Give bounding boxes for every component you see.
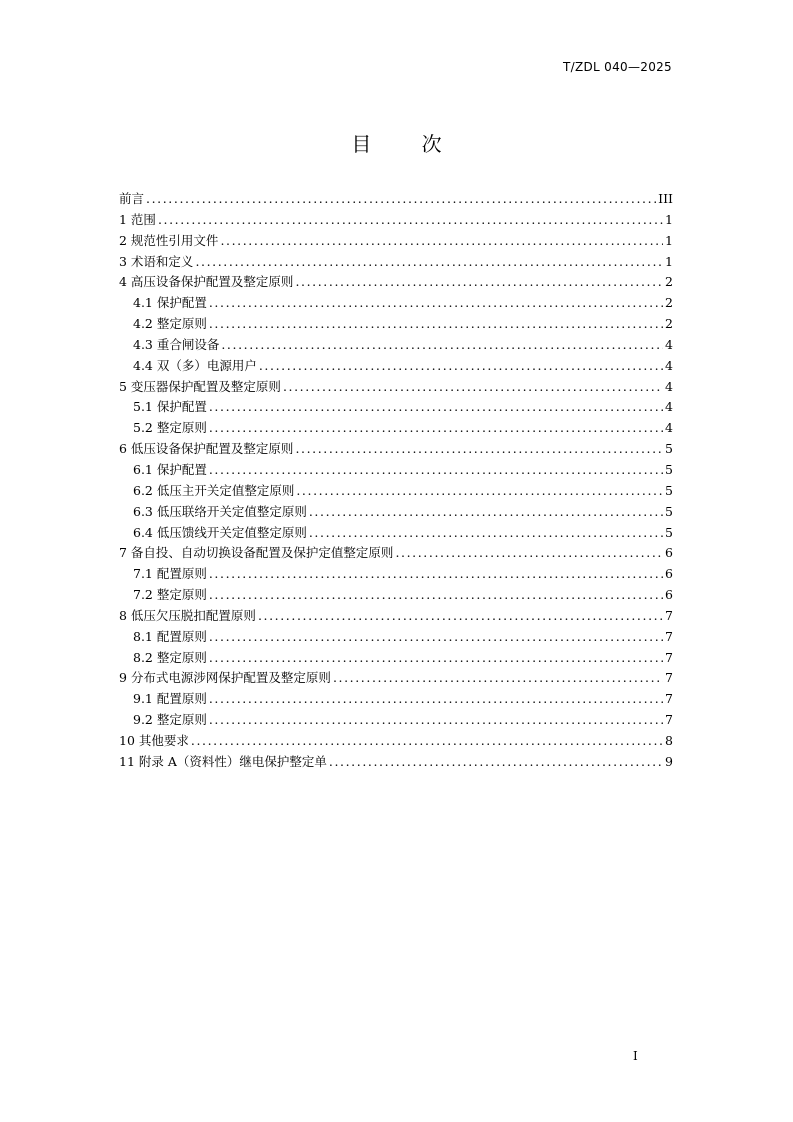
toc-entry-page: 8 bbox=[665, 732, 673, 748]
toc-entry-label: 6.2 低压主开关定值整定原则 bbox=[133, 482, 295, 498]
toc-entry[interactable] bbox=[119, 335, 673, 356]
document-code: T/ZDL 040—2025 bbox=[563, 60, 672, 74]
toc-dot-leader bbox=[296, 481, 663, 502]
toc-entry-page: 5 bbox=[665, 461, 673, 477]
toc-entry[interactable] bbox=[119, 377, 673, 398]
toc-entry-page: 4 bbox=[665, 357, 673, 373]
toc-entry-label: 6.1 保护配置 bbox=[133, 461, 207, 477]
toc-entry-label: 4.1 保护配置 bbox=[133, 295, 207, 311]
toc-entry-label: 5.2 整定原则 bbox=[133, 420, 207, 436]
toc-dot-leader bbox=[209, 460, 663, 481]
toc-entry-label: 4.4 双（多）电源用户 bbox=[133, 357, 257, 373]
toc-dot-leader bbox=[220, 231, 663, 252]
toc-entry[interactable] bbox=[119, 523, 673, 544]
toc-entry-page: 7 bbox=[665, 649, 673, 665]
toc-entry[interactable] bbox=[119, 543, 673, 564]
toc-dot-leader bbox=[195, 252, 663, 273]
toc-entry[interactable] bbox=[119, 481, 673, 502]
toc-entry-label: 9.1 配置原则 bbox=[133, 691, 207, 707]
toc-entry[interactable] bbox=[119, 356, 673, 377]
toc-entry-label: 8.1 配置原则 bbox=[133, 628, 207, 644]
toc-entry[interactable] bbox=[119, 668, 673, 689]
toc-entry-page: 1 bbox=[665, 232, 673, 248]
toc-entry-page: 2 bbox=[665, 316, 673, 332]
toc-entry-label: 4.2 整定原则 bbox=[133, 316, 207, 332]
toc-dot-leader bbox=[295, 272, 663, 293]
toc-entry-page: 4 bbox=[665, 336, 673, 352]
toc-entry-label: 5.1 保护配置 bbox=[133, 399, 207, 415]
toc-entry-label: 6.4 低压馈线开关定值整定原则 bbox=[133, 524, 307, 540]
toc-entry-page: 7 bbox=[665, 607, 673, 623]
toc-dot-leader bbox=[209, 564, 663, 585]
toc-dot-leader bbox=[333, 668, 663, 689]
toc-dot-leader bbox=[309, 523, 663, 544]
toc-entry-page: 5 bbox=[665, 524, 673, 540]
toc-entry[interactable] bbox=[119, 731, 673, 752]
toc-entry-page: 5 bbox=[665, 503, 673, 519]
toc-entry-page: 7 bbox=[665, 712, 673, 728]
toc-entry-label: 9.2 整定原则 bbox=[133, 712, 207, 728]
toc-entry-page: 5 bbox=[665, 482, 673, 498]
toc-entry[interactable] bbox=[119, 585, 673, 606]
toc-entry[interactable] bbox=[119, 252, 673, 273]
toc-entry-label: 5 变压器保护配置及整定原则 bbox=[119, 378, 281, 394]
page-title: 目 次 bbox=[351, 132, 464, 156]
toc-dot-leader bbox=[209, 418, 663, 439]
toc-dot-leader bbox=[158, 210, 663, 231]
toc-entry-page: 7 bbox=[665, 628, 673, 644]
toc-dot-leader bbox=[309, 502, 663, 523]
toc-entry[interactable] bbox=[119, 689, 673, 710]
toc-entry-label: 7.1 配置原则 bbox=[133, 566, 207, 582]
toc-entry-page: 2 bbox=[665, 295, 673, 311]
toc-entry-page: 7 bbox=[665, 691, 673, 707]
toc-dot-leader bbox=[295, 439, 663, 460]
toc-entry-label: 7 备自投、自动切换设备配置及保护定值整定原则 bbox=[119, 545, 394, 561]
toc-dot-leader bbox=[191, 731, 663, 752]
toc-entry-page: 1 bbox=[665, 211, 673, 227]
toc-entry[interactable] bbox=[119, 710, 673, 731]
toc-entry-label: 8.2 整定原则 bbox=[133, 649, 207, 665]
toc-dot-leader bbox=[209, 293, 663, 314]
toc-entry[interactable] bbox=[119, 606, 673, 627]
toc-entry-page: 5 bbox=[665, 441, 673, 457]
toc-entry[interactable] bbox=[119, 564, 673, 585]
toc-entry-label: 11 附录 A（资料性）继电保护整定单 bbox=[119, 753, 327, 769]
toc-entry[interactable] bbox=[119, 502, 673, 523]
toc-entry-label: 10 其他要求 bbox=[119, 732, 189, 748]
toc-entry-label: 1 范围 bbox=[119, 211, 156, 227]
toc-entry[interactable] bbox=[119, 189, 673, 210]
toc-entry[interactable] bbox=[119, 231, 673, 252]
toc-entry[interactable] bbox=[119, 418, 673, 439]
toc-entry[interactable] bbox=[119, 439, 673, 460]
toc-dot-leader bbox=[209, 627, 663, 648]
toc-entry[interactable] bbox=[119, 752, 673, 773]
toc-entry[interactable] bbox=[119, 627, 673, 648]
toc-entry-page: 6 bbox=[665, 545, 673, 561]
toc-entry[interactable] bbox=[119, 397, 673, 418]
toc-entry-label: 2 规范性引用文件 bbox=[119, 232, 219, 248]
toc-entry-page: 4 bbox=[665, 399, 673, 415]
toc-dot-leader bbox=[258, 606, 663, 627]
toc-entry[interactable] bbox=[119, 648, 673, 669]
toc-entry-page: 4 bbox=[665, 420, 673, 436]
page-number: I bbox=[633, 1049, 638, 1063]
toc-entry-page: 6 bbox=[665, 566, 673, 582]
toc-entry-label: 前言 bbox=[119, 191, 145, 206]
toc-entry[interactable] bbox=[119, 272, 673, 293]
toc-dot-leader bbox=[395, 543, 663, 564]
toc-entry-page: 9 bbox=[665, 753, 673, 769]
toc-dot-leader bbox=[209, 710, 663, 731]
toc-dot-leader bbox=[221, 335, 663, 356]
toc-entry[interactable] bbox=[119, 293, 673, 314]
toc-entry-page: 1 bbox=[665, 253, 673, 269]
toc-entry-label: 7.2 整定原则 bbox=[133, 587, 207, 603]
toc-entry-label: 6.3 低压联络开关定值整定原则 bbox=[133, 503, 307, 519]
toc-entry-label: 9 分布式电源涉网保护配置及整定原则 bbox=[119, 670, 331, 686]
toc-dot-leader bbox=[209, 648, 663, 669]
toc-entry-page: 2 bbox=[665, 274, 673, 290]
toc-entry-label: 4 高压设备保护配置及整定原则 bbox=[119, 274, 294, 290]
toc-entry-page: 4 bbox=[665, 378, 673, 394]
toc-dot-leader bbox=[259, 356, 663, 377]
toc-entry[interactable] bbox=[119, 460, 673, 481]
toc-dot-leader bbox=[283, 377, 663, 398]
toc-entry-page: 7 bbox=[665, 670, 673, 686]
toc-dot-leader bbox=[209, 314, 663, 335]
table-of-contents bbox=[119, 189, 673, 773]
toc-entry-label: 3 术语和定义 bbox=[119, 253, 194, 269]
toc-entry-page: 6 bbox=[665, 587, 673, 603]
toc-dot-leader bbox=[146, 189, 656, 210]
toc-dot-leader bbox=[209, 585, 663, 606]
toc-entry[interactable] bbox=[119, 210, 673, 231]
toc-entry-page: III bbox=[658, 191, 673, 206]
toc-dot-leader bbox=[329, 752, 663, 773]
toc-dot-leader bbox=[209, 689, 663, 710]
toc-dot-leader bbox=[209, 397, 663, 418]
toc-entry[interactable] bbox=[119, 314, 673, 335]
toc-entry-label: 4.3 重合闸设备 bbox=[133, 336, 220, 352]
toc-entry-label: 6 低压设备保护配置及整定原则 bbox=[119, 441, 294, 457]
toc-entry-label: 8 低压欠压脱扣配置原则 bbox=[119, 607, 256, 623]
